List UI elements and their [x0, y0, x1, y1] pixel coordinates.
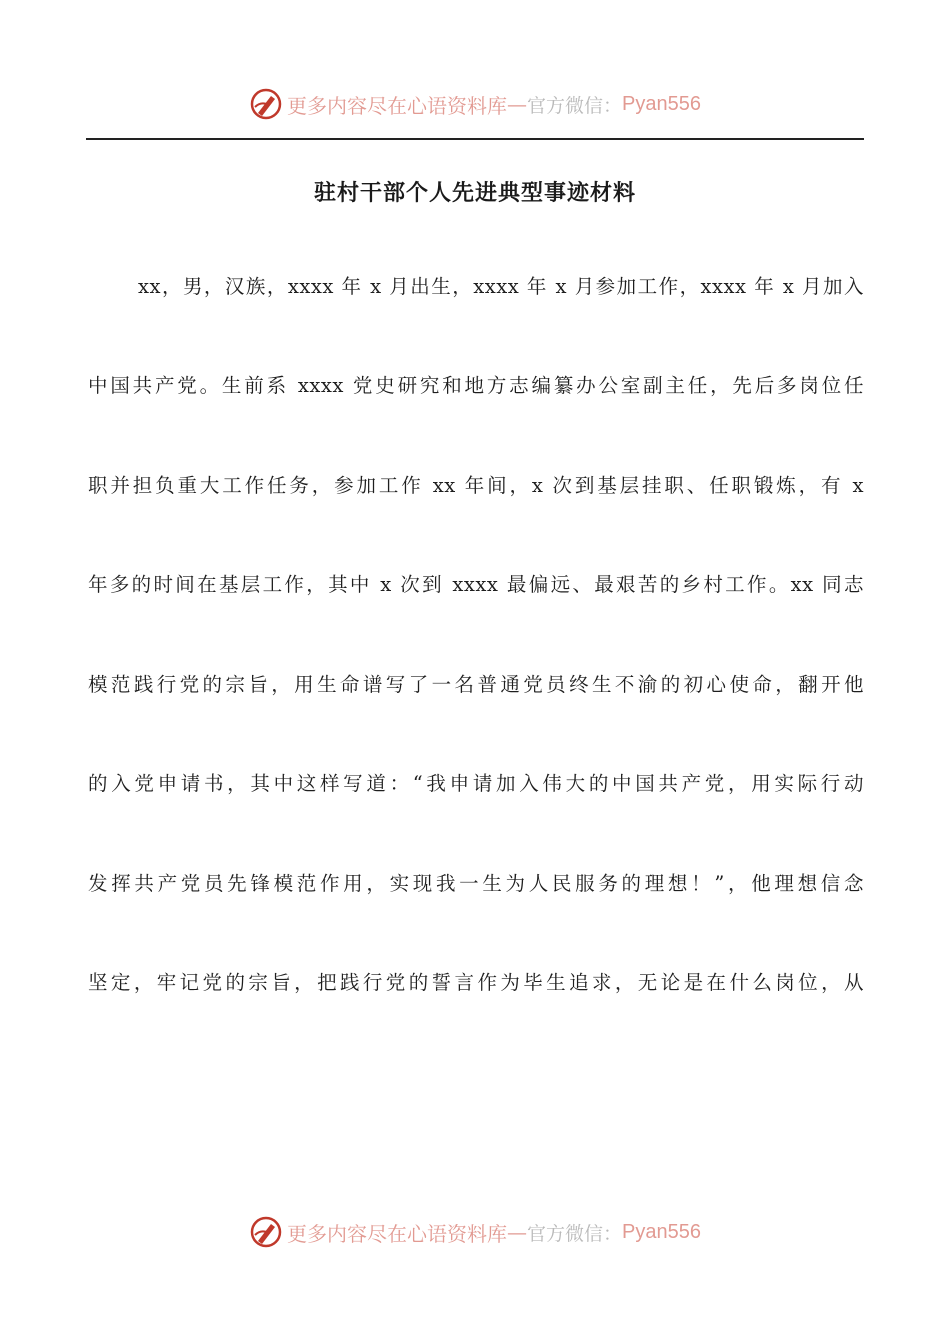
body-line: 中国共产党。生前系 xxxx 党史研究和地方志编纂办公室副主任，先后多岗位任 — [88, 374, 864, 397]
banner-separator: — — [507, 92, 527, 116]
header-banner — [0, 84, 950, 124]
header-divider — [86, 138, 864, 140]
body-line: xx，男，汉族，xxxx 年 x 月出生，xxxx 年 x 月参加工作，xxxx 年 x 月加入 — [138, 275, 864, 298]
banner-wechat-label: 官方微信： — [527, 1222, 623, 1245]
body-line: 模范践行党的宗旨，用生命谱写了一名普通党员终生不渝的初心使命，翻开他 — [88, 673, 864, 696]
footer-banner — [0, 1212, 950, 1252]
body-line: 发挥共产党员先锋模范作用，实现我一生为人民服务的理想！”，他理想信念 — [88, 872, 864, 895]
banner-wechat-id: Pyan556 — [622, 92, 701, 115]
pen-logo-icon — [249, 87, 283, 121]
body-line: 的入党申请书，其中这样写道：“我申请加入伟大的中国共产党，用实际行动 — [88, 772, 864, 795]
body-line: 年多的时间在基层工作，其中 x 次到 xxxx 最偏远、最艰苦的乡村工作。xx 同志 — [88, 573, 864, 596]
banner-slogan: 更多内容尽在心语资料库 — [287, 1221, 507, 1246]
pen-logo-icon — [249, 1215, 283, 1249]
banner-wechat-id: Pyan556 — [622, 1220, 701, 1243]
body-line: 职并担负重大工作任务，参加工作 xx 年间，x 次到基层挂职、任职锻炼，有 x — [88, 474, 864, 497]
banner-slogan: 更多内容尽在心语资料库 — [287, 93, 507, 118]
body-line: 坚定，牢记党的宗旨，把践行党的誓言作为毕生追求，无论是在什么岗位，从 — [88, 971, 864, 994]
document-title: 驻村干部个人先进典型事迹材料 — [313, 181, 636, 206]
banner-separator: — — [507, 1220, 527, 1244]
banner-wechat-label: 官方微信： — [527, 94, 623, 117]
